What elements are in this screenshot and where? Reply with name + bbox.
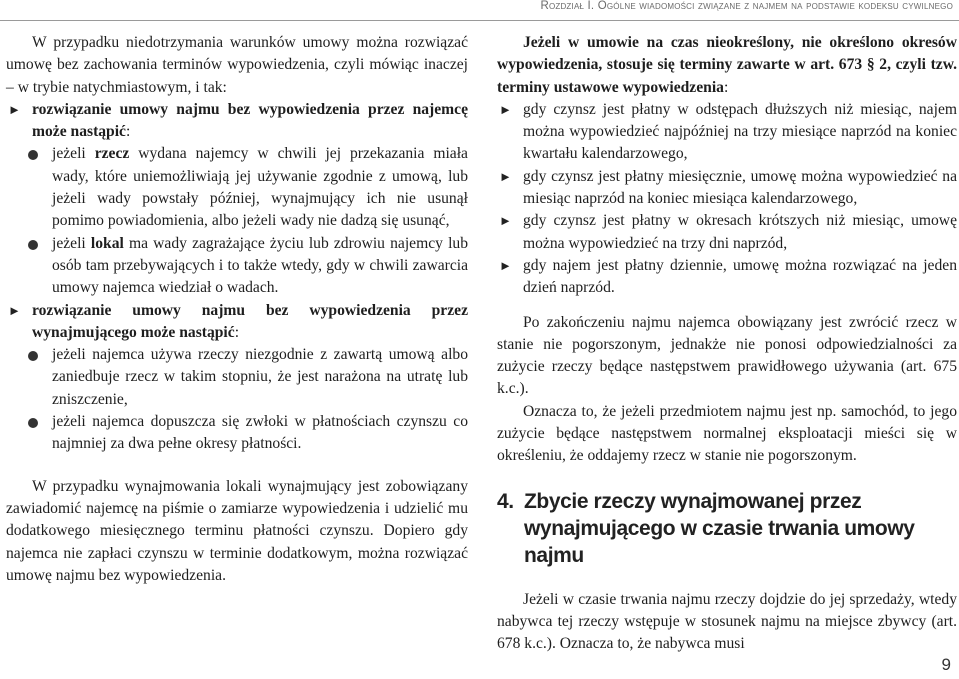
list-item: ► gdy czynsz jest płatny w okresach krótszych niż miesiąc, umowę można wypowiedzieć na trzy dni naprzód, [499,212,957,252]
triangle-bullet-icon: ► [8,101,21,117]
triangle-bullet-icon: ► [499,101,512,117]
header-rule [0,20,959,21]
example-paragraph: Oznacza to, że jeżeli przedmiotem najmu jest np. samochód, to jego zużycie będące następstwem normalnej eksploatacji mieści się w określeniu, że oddajemy rzecz w stanie nie pogorszonym. [497,402,957,465]
triangle-bullet-icon: ► [499,213,512,229]
running-header [540,0,953,16]
circle-bullet-icon [28,418,38,428]
right-column [497,32,957,656]
list-item: jeżeli lokal ma wady zagrażające życiu lub zdrowiu najemcy lub osób tam przebywających i to także wtedy, gdy w chwili zawarcia umowy najemca wiedział o wadach. [6,233,468,300]
sale-paragraph: Jeżeli w czasie trwania najmu rzeczy dojdzie do jej sprzedaży, wtedy nabywca tej rzeczy wstępuje w stosunek najmu na miejsce zbywcy (art. 678 k.c.). Oznacza to, że nabywca musi [497,590,957,653]
statutory-terms-intro: Jeżeli w umowie na czas nieokreślony, nie określono okresów wypowiedzenia, stosuje się terminy zawarte w art. 673 § 2, czyli tzw. terminy ustawowe wypowiedzenia: [497,34,957,96]
circle-bullet-icon [28,150,38,160]
circle-bullet-icon [28,240,38,250]
triangle-bullet-icon: ► [499,168,512,184]
spacer [497,300,957,312]
return-paragraph: Po zakończeniu najmu najemca obowiązany jest zwrócić rzecz w stanie nie pogorszonym, jednakże nie ponosi odpowiedzialności za zużycie rzeczy będące następstwem prawidłowego używania (art. 675 k.c.). [497,313,957,398]
emphasis-lokal: lokal [90,234,124,252]
list-item: jeżeli rzecz wydana najemcy w chwili jej przekazania miała wady, które uniemożliwiają jej używanie zgodnie z umową, lub jeżeli wady powstały później, wynajmujący ich nie usunął pomimo powiadomienia, albo jeżeli wady nie dadzą się usunąć, [6,143,468,232]
left-column [6,32,468,587]
list-item: jeżeli najemca używa rzeczy niezgodnie z zawartą umową albo zaniedbuje rzecz w takim stopniu, że jest narażona na utratę lub zniszczenie, [6,344,468,411]
landlord-termination-heading-item: ► rozwiązanie umowy najmu bez wypowiedzenia przez najemcę może nastąpić: [8,100,468,141]
spacer [497,468,957,488]
list-item: ► gdy czynsz jest płatny miesięcznie, umowę można wypowiedzieć na miesiąc naprzód na koniec miesiąca kalendarzowego, [499,167,957,208]
intro-paragraph: W przypadku niedotrzymania warunków umowy można rozwiązać umowę bez zachowania terminów wypowiedzenia, czyli mówiąc inaczej – w trybie natychmiastowym, i tak: [6,34,468,96]
section-number: 4. [497,489,514,513]
lessor-termination-heading: rozwiązanie umowy najmu bez wypowiedzenia przez wynajmującego może nastąpić [32,301,468,341]
closing-paragraph: W przypadku wynajmowania lokali wynajmujący jest zobowiązany zawiadomić najemcę na piśmie o zamiarze wypowiedzenia i udzielić mu dodatkowego miesięcznego terminu płatności czynszu. Dopiero gdy najemca nie zapłaci czynszu w terminie dodatkowym, można rozwiązać umowę najmu bez wypowiedzenia. [6,477,468,584]
list-item: jeżeli najemca dopuszcza się zwłoki w płatnościach czynszu co najmniej za dwa pełne okresy płatności. [6,411,468,456]
triangle-bullet-icon: ► [8,302,21,318]
circle-bullet-icon [28,351,38,361]
landlord-termination-heading: rozwiązanie umowy najmu bez wypowiedzenia przez najemcę może nastąpić [32,100,468,141]
lessor-termination-heading-item: ► rozwiązanie umowy najmu bez wypowiedzenia przez wynajmującego może nastąpić: [8,301,468,341]
section-heading [497,488,957,569]
list-item: ► gdy czynsz jest płatny w odstępach dłuższych niż miesiąc, najem można wypowiedzieć najpóźniej na trzy miesiące naprzód na koniec kwartału kalendarzowego, [499,100,957,163]
page-number: 9 [941,655,951,674]
emphasis-rzecz: rzecz [94,145,130,163]
chapter-title: Rozdział I. Ogólne wiadomości związane z najmem na podstawie kodeksu cywilnego [540,0,953,12]
triangle-bullet-icon: ► [499,257,512,273]
list-item: ► gdy najem jest płatny dziennie, umowę można rozwiązać na jeden dzień naprzód. [499,256,957,297]
section-title: Zbycie rzeczy wynajmowanej przez wynajmującego w czasie trwania umowy najmu [524,489,915,567]
spacer [497,569,957,589]
spacer [6,456,468,476]
